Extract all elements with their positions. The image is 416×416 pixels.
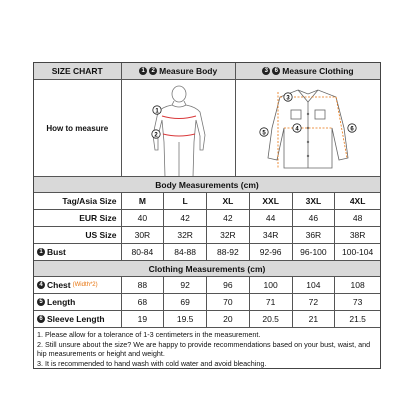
column-header-3xl: 3XL (293, 193, 336, 209)
table-cell: 46 (293, 210, 336, 226)
table-cell: 80-84 (122, 244, 165, 260)
marker-1-badge: 1 (139, 67, 147, 75)
shirt-diagram-icon (236, 80, 380, 176)
table-row (34, 227, 380, 244)
marker-6-badge: 6 (272, 67, 280, 75)
table-cell: 21 (293, 311, 336, 327)
length-marker-badge: 5 (37, 298, 45, 306)
table-cell: 44 (250, 210, 293, 226)
table-cell: 34R (250, 227, 293, 243)
header-row (34, 63, 380, 80)
table-cell: 30R (122, 227, 165, 243)
notes-block (34, 328, 380, 368)
table-cell: 19.5 (164, 311, 207, 327)
clothing-measurements-title-row (34, 261, 380, 277)
table-cell: 88-92 (207, 244, 250, 260)
marker-3-badge: 3 (262, 67, 270, 75)
row-label-eur-size: EUR Size (34, 210, 122, 226)
clothing-figure-cell (236, 80, 380, 176)
table-cell: 100 (250, 277, 293, 293)
row-label-bust (34, 244, 122, 260)
table-cell: 19 (122, 311, 165, 327)
column-header-4xl: 4XL (349, 196, 366, 206)
length-label: Length (47, 297, 76, 307)
table-cell: 96-100 (293, 244, 336, 260)
chest-marker-badge: 4 (37, 281, 45, 289)
size-chart-title: SIZE CHART (34, 63, 122, 79)
table-cell: 73 (352, 297, 363, 307)
table-row (34, 210, 380, 227)
body-measurements-title-row (34, 177, 380, 193)
note-item: 3. It is recommended to hand wash with cold water and avoid bleaching. (37, 358, 267, 368)
clothing-marker-3-text: 3 (286, 95, 290, 102)
table-cell: 32R (207, 227, 250, 243)
table-row (34, 277, 380, 294)
table-cell: 92-96 (250, 244, 293, 260)
table-cell: 21.5 (349, 314, 366, 324)
table-cell: 70 (207, 294, 250, 310)
table-cell: 88 (122, 277, 165, 293)
how-to-measure-row (34, 80, 380, 177)
bust-marker-badge: 1 (37, 248, 45, 256)
notes-row (34, 328, 380, 368)
table-cell: 42 (207, 210, 250, 226)
table-cell: 48 (352, 213, 363, 223)
chest-label: Chest (47, 280, 71, 290)
measure-body-label: Measure Body (159, 66, 218, 76)
note-item: 1. Please allow for a tolerance of 1-3 centimeters in the measurement. (37, 330, 261, 339)
table-cell: 40 (122, 210, 165, 226)
measure-clothing-header (236, 63, 380, 79)
clothing-marker-5-text: 5 (262, 130, 266, 137)
note-item: 2. Still unsure about the size? We are happy to provide recommendations based on your bust, waist, and hip measurements or height and weight. (37, 339, 371, 359)
table-cell: 71 (250, 294, 293, 310)
table-row (34, 294, 380, 311)
column-header-xl: XL (207, 193, 250, 209)
measure-clothing-label: Measure Clothing (282, 66, 354, 76)
sleeve-length-label: Sleeve Length (47, 314, 105, 324)
clothing-measurements-title: Clothing Measurements (cm) (34, 261, 380, 276)
table-cell: 69 (164, 294, 207, 310)
body-figure-cell (122, 80, 236, 176)
row-label-chest (34, 277, 122, 293)
clothing-marker-6-text: 6 (350, 126, 354, 133)
table-cell: 32R (164, 227, 207, 243)
measure-body-header (122, 63, 236, 79)
table-cell: 104 (293, 277, 336, 293)
column-header-l: L (164, 193, 207, 209)
bust-label: Bust (47, 247, 66, 257)
column-header-m: M (122, 193, 165, 209)
body-silhouette-icon (122, 80, 236, 176)
table-row (34, 244, 380, 261)
table-row (34, 311, 380, 328)
body-marker-2-text: 2 (153, 132, 158, 139)
table-cell: 92 (164, 277, 207, 293)
table-cell: 20.5 (250, 311, 293, 327)
body-marker-1-text: 1 (154, 108, 159, 115)
table-cell: 84-88 (164, 244, 207, 260)
clothing-marker-4-text: 4 (295, 126, 299, 133)
table-cell: 20 (207, 311, 250, 327)
table-cell: 72 (293, 294, 336, 310)
column-header-tag-size: Tag/Asia Size (34, 193, 122, 209)
table-cell: 38R (349, 230, 366, 240)
sleeve-marker-badge: 6 (37, 315, 45, 323)
chest-width-note: (Width*2) (72, 282, 98, 288)
marker-2-badge: 2 (149, 67, 157, 75)
how-to-measure-label: How to measure (34, 80, 122, 176)
row-label-length (34, 294, 122, 310)
table-cell: 42 (164, 210, 207, 226)
column-header-xxl: XXL (250, 193, 293, 209)
table-cell: 96 (207, 277, 250, 293)
size-chart (33, 62, 381, 369)
size-header-row (34, 193, 380, 210)
body-measurements-title: Body Measurements (cm) (34, 177, 380, 192)
table-cell: 68 (122, 294, 165, 310)
row-label-sleeve-length (34, 311, 122, 327)
table-cell: 100-104 (342, 247, 374, 257)
table-cell: 36R (293, 227, 336, 243)
table-cell: 108 (350, 280, 365, 290)
row-label-us-size: US Size (34, 227, 122, 243)
